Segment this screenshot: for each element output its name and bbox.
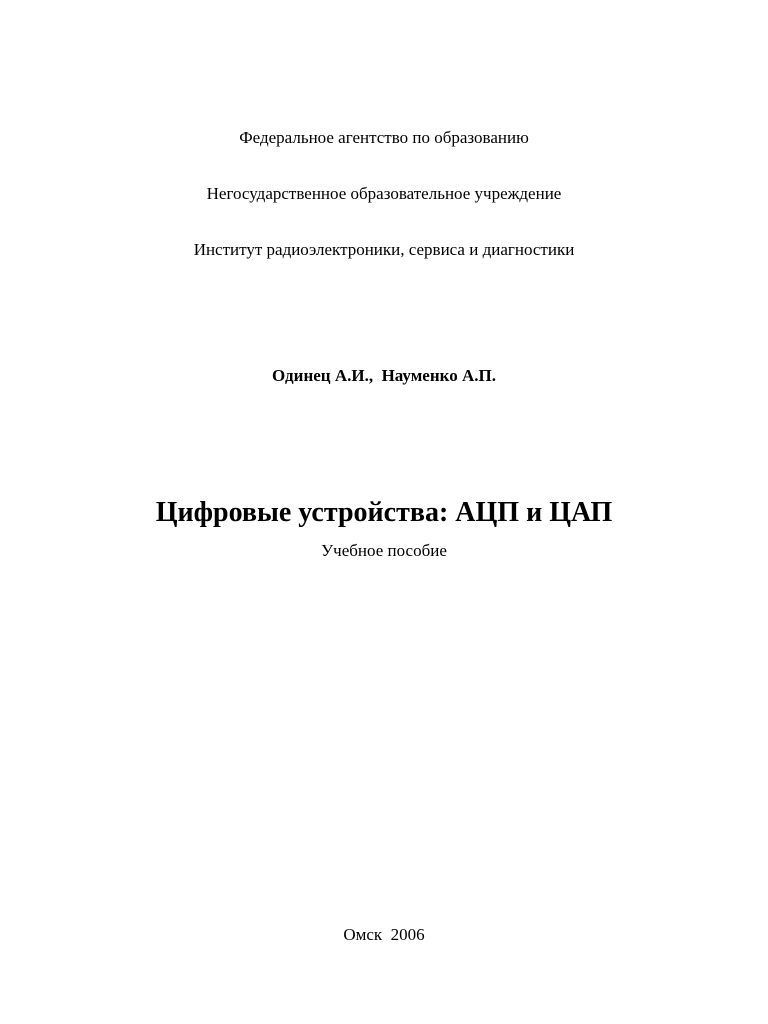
institution-type-line: Негосударственное образовательное учреждение [206,184,562,203]
institute-name-line: Институт радиоэлектроники, сервиса и диагностики [193,240,575,259]
document-subtitle: Учебное пособие [321,541,447,560]
place-and-year: Омск 2006 [343,925,425,944]
authors: Одинец А.И., Науменко А.П. [272,366,496,385]
organization-header [0,92,768,296]
agency-line: Федеральное агентство по образованию [239,128,529,147]
document-title: Цифровые устройства: АЦП и ЦАП [155,497,613,528]
